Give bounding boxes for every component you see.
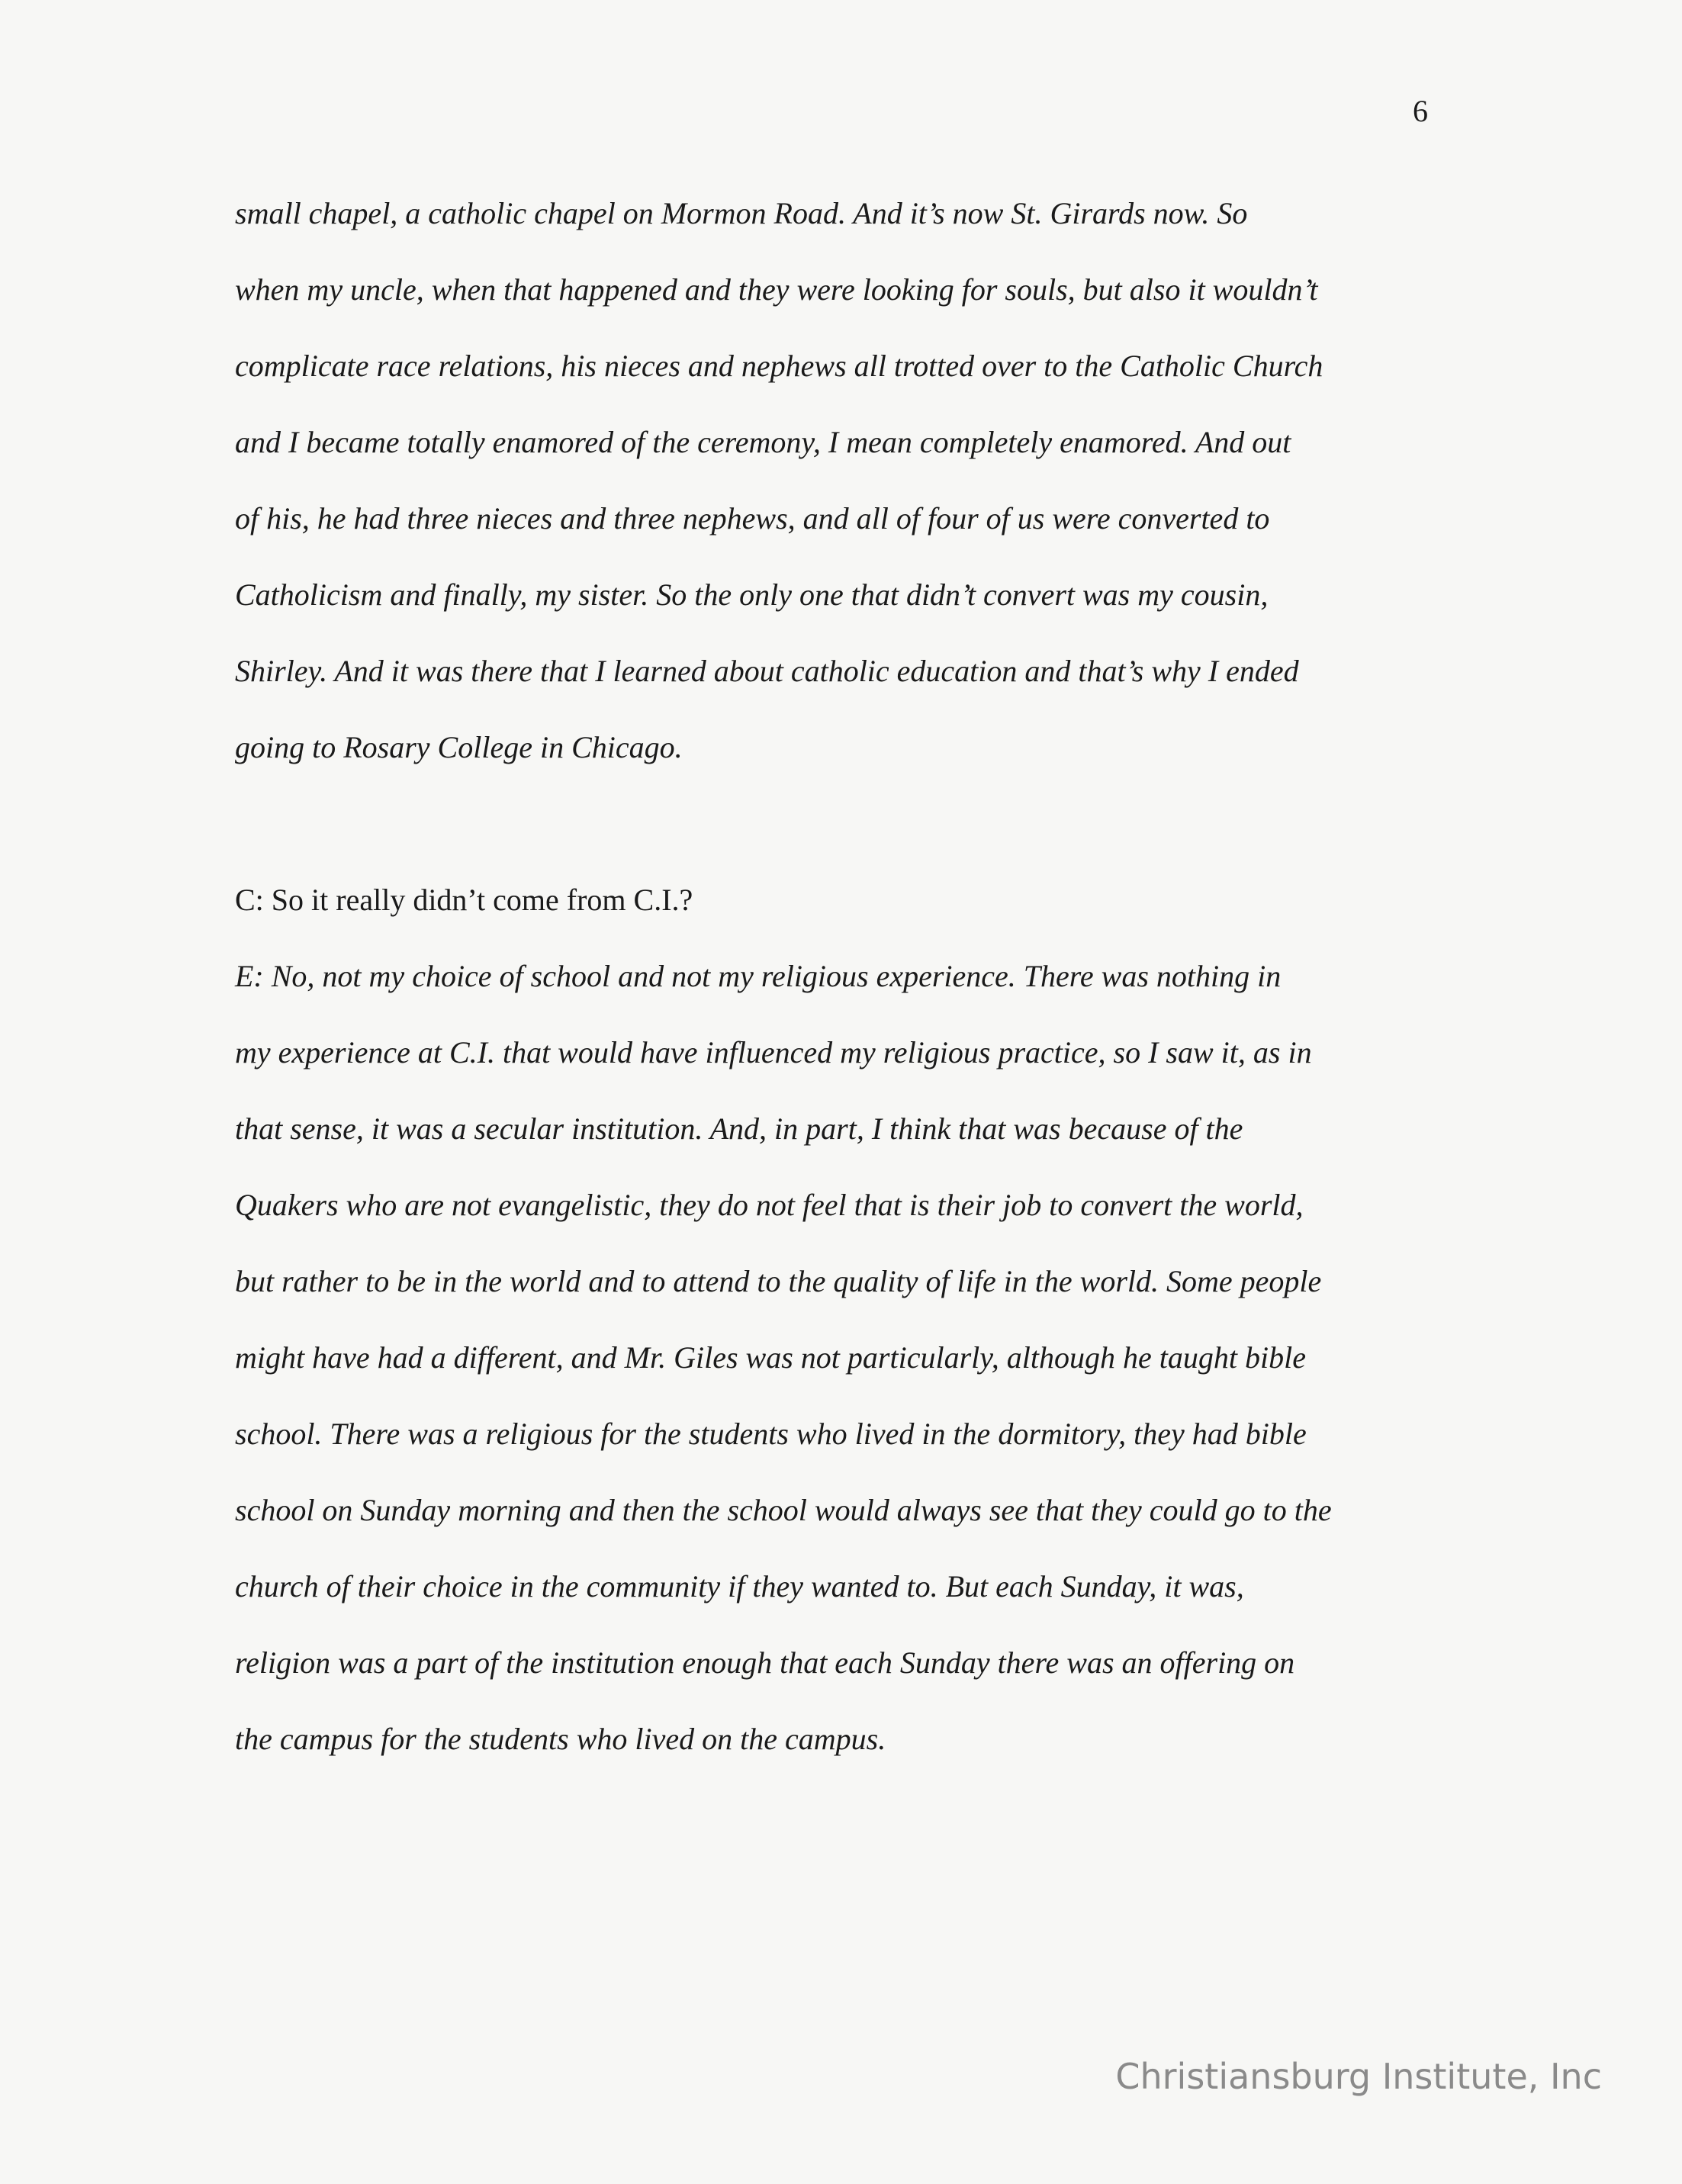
text-line: Shirley. And it was there that I learned about catholic education and that’s why I ended bbox=[235, 654, 1299, 688]
text-line: might have had a different, and Mr. Giles was not particularly, although he taught bible bbox=[235, 1340, 1306, 1375]
text-line: complicate race relations, his nieces and nephews all trotted over to the Catholic Church bbox=[235, 349, 1323, 383]
text-line: my experience at C.I. that would have influenced my religious practice, so I saw it, as in bbox=[235, 1035, 1312, 1069]
text-line: school on Sunday morning and then the school would always see that they could go to the bbox=[235, 1493, 1332, 1527]
text-line: of his, he had three nieces and three nephews, and all of four of us were converted to bbox=[235, 501, 1270, 536]
text-line: church of their choice in the community if they wanted to. But each Sunday, it was, bbox=[235, 1569, 1244, 1603]
text-line: when my uncle, when that happened and they were looking for souls, but also it wouldn’t bbox=[235, 272, 1318, 307]
watermark: Christiansburg Institute, Inc bbox=[1115, 2056, 1602, 2097]
text-line: Quakers who are not evangelistic, they do not feel that is their job to convert the world, bbox=[235, 1188, 1304, 1222]
text-line: and I became totally enamored of the ceremony, I mean completely enamored. And out bbox=[235, 425, 1291, 459]
text-line: religion was a part of the institution enough that each Sunday there was an offering on bbox=[235, 1645, 1295, 1680]
text-line: going to Rosary College in Chicago. bbox=[235, 730, 683, 764]
text-line: that sense, it was a secular institution. And, in part, I think that was because of the bbox=[235, 1111, 1243, 1146]
text-line: school. There was a religious for the students who lived in the dormitory, they had bible bbox=[235, 1417, 1307, 1451]
page-number: 6 bbox=[1413, 94, 1428, 128]
text-line: but rather to be in the world and to attend to the quality of life in the world. Some people bbox=[235, 1264, 1322, 1298]
text-line: E: No, not my choice of school and not my religious experience. There was nothing in bbox=[235, 959, 1282, 993]
text-line: the campus for the students who lived on the campus. bbox=[235, 1722, 886, 1756]
text-line: Catholicism and finally, my sister. So the only one that didn’t convert was my cousin, bbox=[235, 577, 1269, 612]
text-line: small chapel, a catholic chapel on Mormon Road. And it’s now St. Girards now. So bbox=[235, 196, 1248, 230]
question-line: C: So it really didn’t come from C.I.? bbox=[235, 883, 693, 917]
